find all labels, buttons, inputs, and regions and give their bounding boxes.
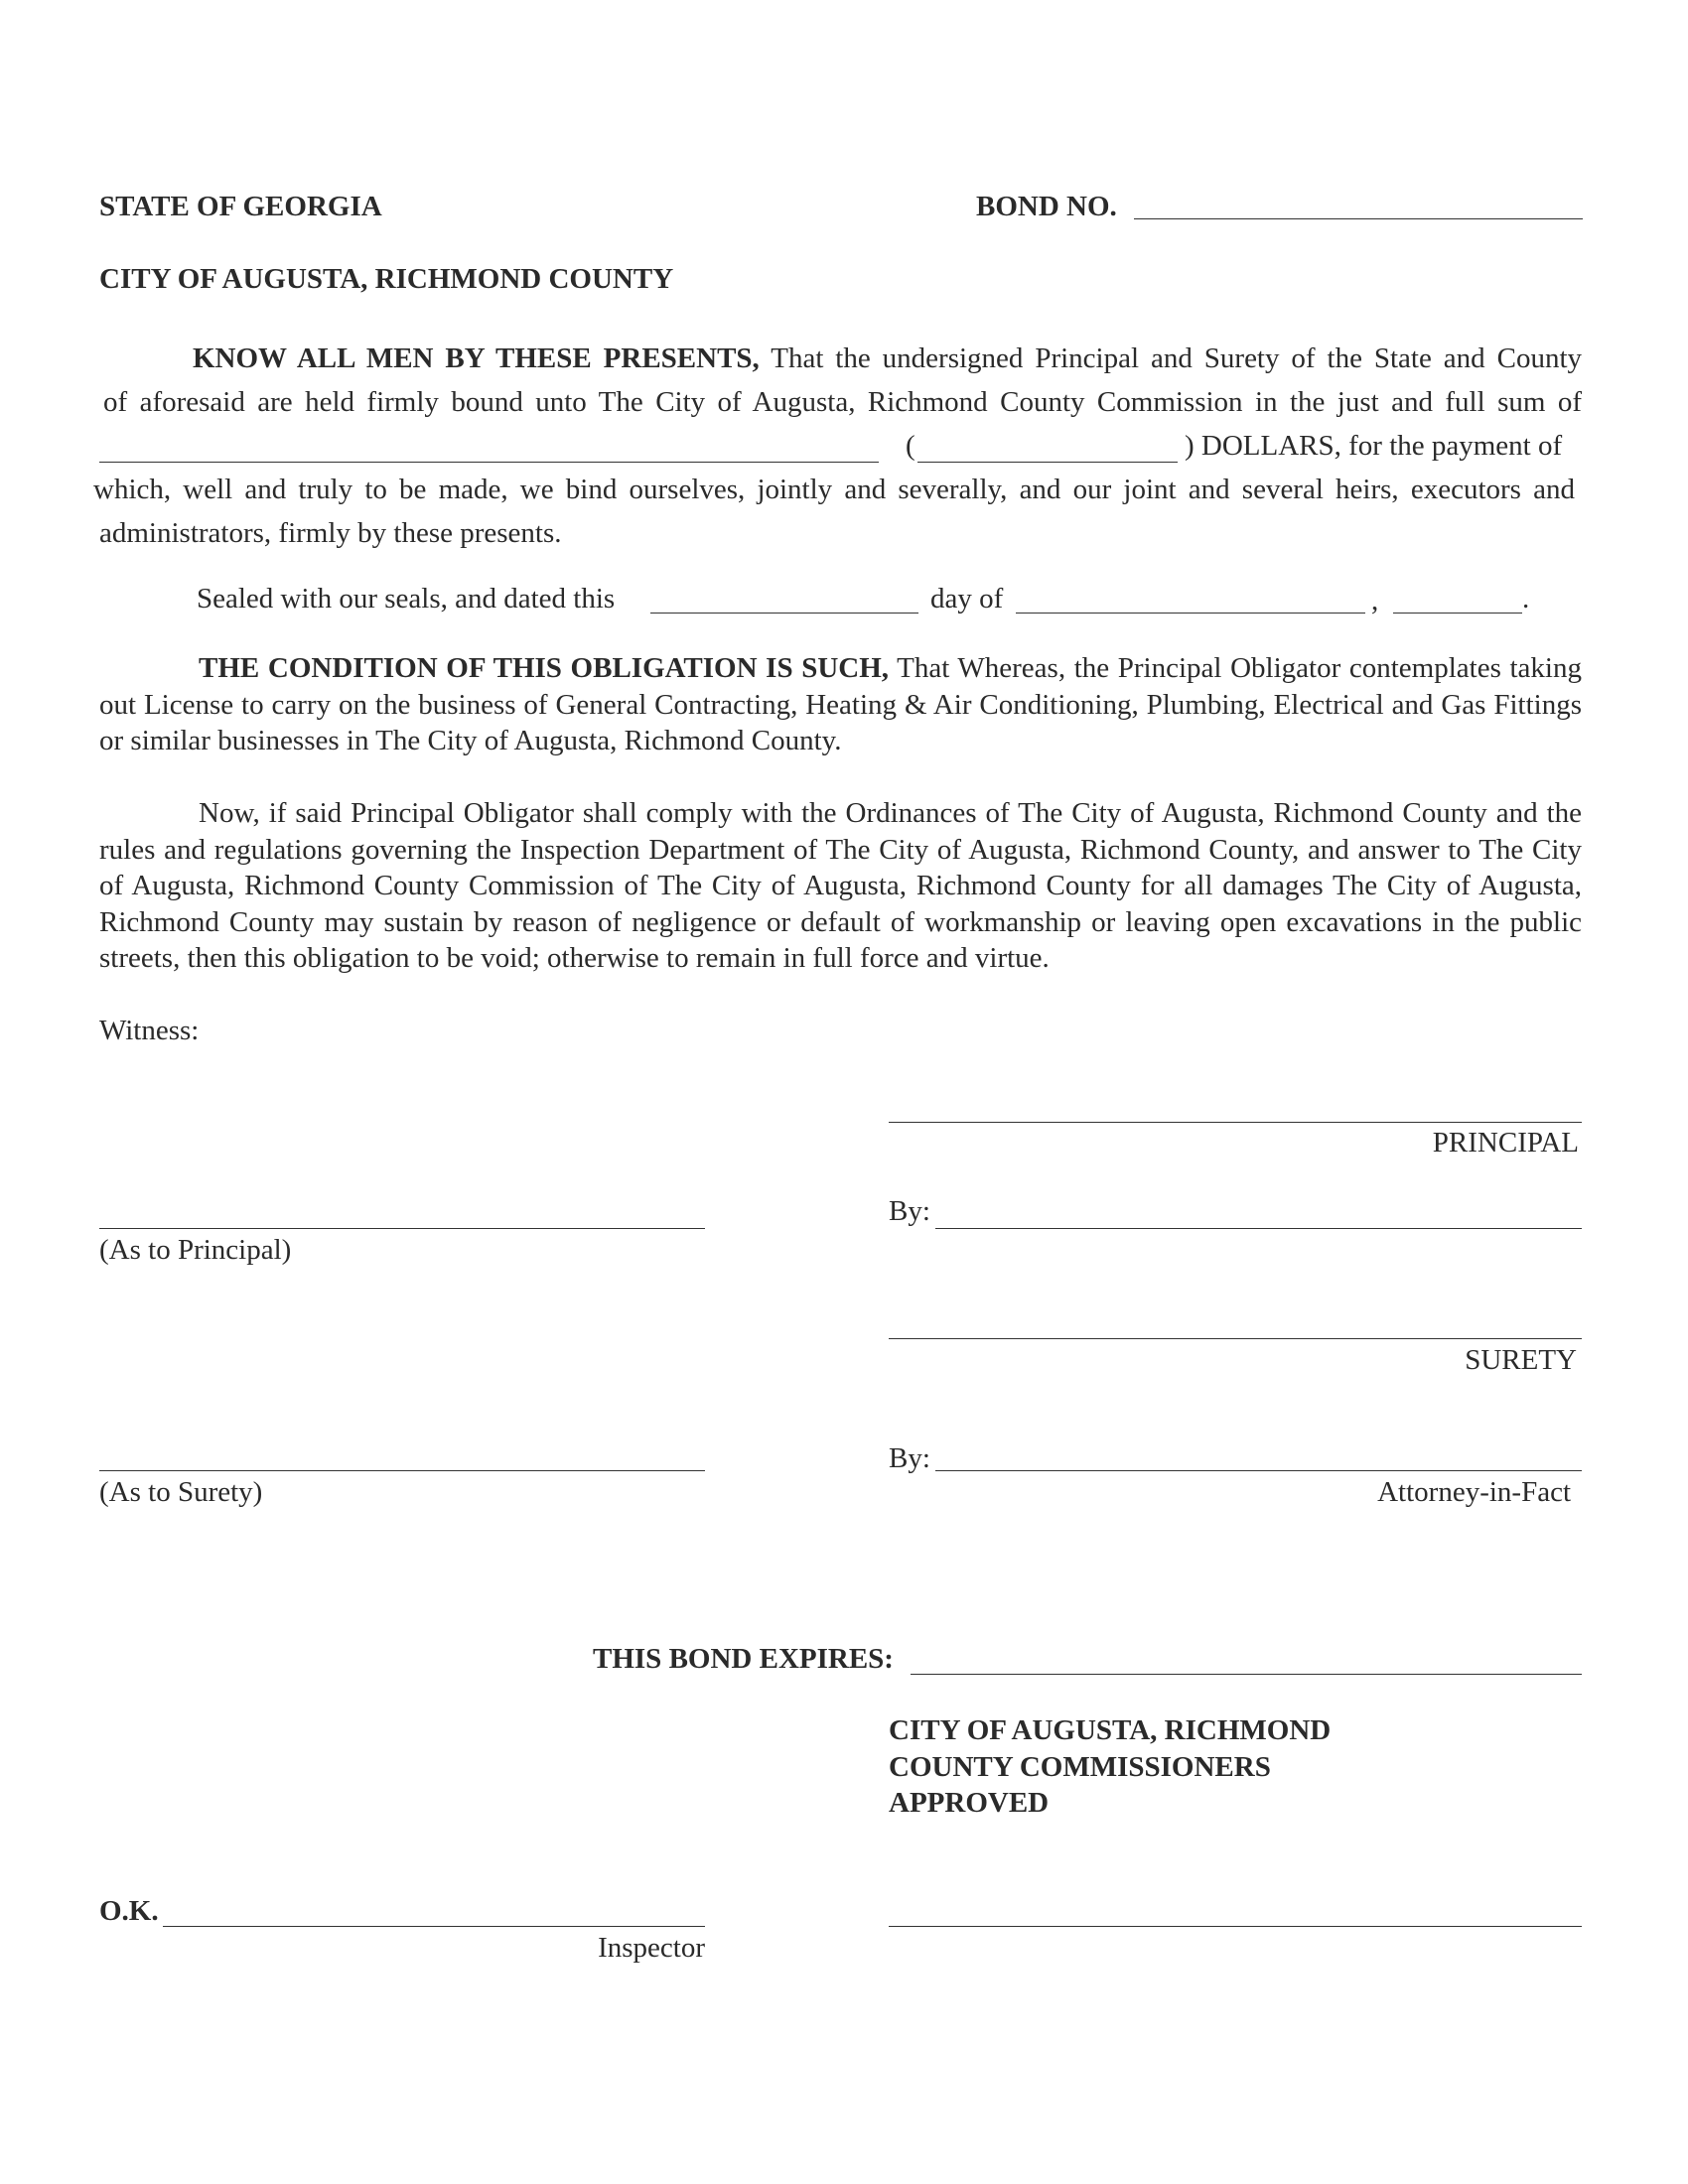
para1-lead: KNOW ALL MEN BY THESE PRESENTS, (193, 342, 760, 374)
para1-line1 (99, 341, 1582, 376)
sealed-comma: , (1371, 585, 1379, 616)
day-field[interactable] (650, 613, 918, 614)
surety-by-field[interactable] (935, 1470, 1582, 1471)
state-heading: STATE OF GEORGIA (99, 191, 382, 222)
sealed-period: . (1522, 583, 1530, 614)
sealed-prefix: Sealed with our seals, and dated this (197, 583, 616, 614)
surety-label: SURETY (1465, 1344, 1577, 1376)
witness-principal-line[interactable] (99, 1228, 705, 1229)
open-paren: ( (906, 430, 915, 462)
attorney-in-fact-label: Attorney-in-Fact (1377, 1476, 1571, 1508)
bond-no-label: BOND NO. (976, 191, 1117, 222)
commissioners-approval-line[interactable] (889, 1926, 1582, 1927)
bond-no-field[interactable] (1134, 218, 1583, 219)
ok-label: O.K. (99, 1895, 159, 1927)
month-field[interactable] (1016, 613, 1365, 614)
by-label-surety: By: (889, 1442, 930, 1474)
witness-surety-line[interactable] (99, 1470, 705, 1471)
bond-expires-label: THIS BOND EXPIRES: (593, 1643, 894, 1675)
obligation-text: Now, if said Principal Obligator shall comply with the Ordinances of The City of Augusta, Richmond County and the rules and regulations governing the Inspection Department of The City of Augusta, Richmond County, and answer to The City of Augusta, Richmond County Commission of The City of Augusta, Richmond County for all damages The City of Augusta, Richmond County may sustain by reason of negligence or default of workmanship or leaving open excavations in the public streets, then this obligation to be void; otherwise to remain in full force and virtue. (99, 797, 1582, 975)
inspector-signature-line[interactable] (163, 1926, 705, 1927)
para1-line4: which, well and truly to be made, we bind ourselves, jointly and severally, and our joint and several heirs, executors and (93, 474, 1575, 505)
principal-signature-line[interactable] (889, 1122, 1582, 1123)
surety-signature-line[interactable] (889, 1338, 1582, 1339)
year-field[interactable] (1393, 613, 1522, 614)
approved-line-2: COUNTY COMMISSIONERS (889, 1751, 1271, 1783)
day-of-label: day of (930, 583, 1004, 614)
condition-text: That Whereas, the Principal Obligator contemplates taking out License to carry on the business of General Contracting, Heating & Air Conditioning, Plumbing, Electrical and Gas Fittings or similar businesses in The City of Augusta, Richmond County. (99, 652, 1582, 756)
dollars-text: ) DOLLARS, for the payment of (1185, 430, 1563, 462)
approved-line-1: CITY OF AUGUSTA, RICHMOND (889, 1714, 1332, 1746)
as-to-principal-label: (As to Principal) (99, 1234, 292, 1266)
principal-label: PRINCIPAL (1432, 1127, 1579, 1159)
bond-expires-field[interactable] (911, 1674, 1582, 1675)
by-label-principal: By: (889, 1195, 930, 1227)
para1-line2: of aforesaid are held firmly bound unto The City of Augusta, Richmond County Commission in the just and full sum of (103, 386, 1582, 418)
para1-line1-rest: That the undersigned Principal and Surety of the State and County (771, 342, 1582, 374)
principal-by-field[interactable] (935, 1228, 1582, 1229)
witness-label: Witness: (99, 1015, 200, 1046)
sum-words-field[interactable] (99, 462, 879, 463)
obligation-paragraph (99, 795, 1582, 977)
para1-line5: administrators, firmly by these presents. (99, 517, 562, 549)
approved-line-3: APPROVED (889, 1787, 1050, 1819)
inspector-label: Inspector (598, 1932, 705, 1964)
as-to-surety-label: (As to Surety) (99, 1476, 263, 1508)
condition-paragraph (99, 650, 1582, 759)
condition-lead: THE CONDITION OF THIS OBLIGATION IS SUCH, (199, 652, 890, 684)
sum-amount-field[interactable] (917, 462, 1178, 463)
city-county-heading: CITY OF AUGUSTA, RICHMOND COUNTY (99, 263, 674, 295)
